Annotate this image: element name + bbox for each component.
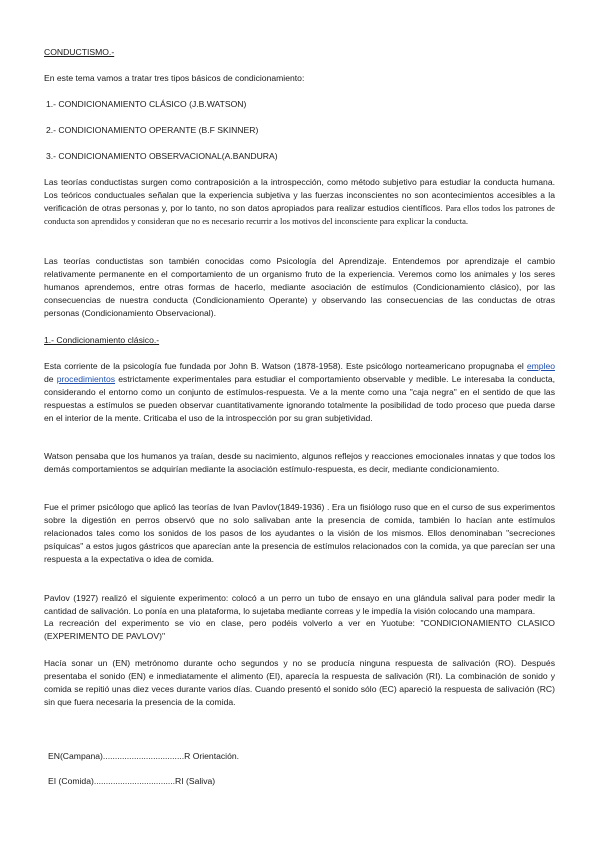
section-heading-classical: 1.- Condicionamiento clásico.- [44, 335, 160, 345]
link-empleo[interactable]: empleo [526, 361, 555, 371]
paragraph-watson-text-a: Esta corriente de la psicología fue fundada por John B. Watson (1878-1958). Este psicólogo norteamericano propugnaba el [44, 361, 524, 371]
paragraph-behaviorist-theories-text: Las teorías conductistas surgen como contraposición a la introspección, como método subjetivo para estudiar la conducta humana. Los teóricos conductuales señalan que la experiencia subjetiva y las fuerzas inconscientes no son acontecimientos accesibles a la verificación de otras personas y, por lo tanto, no son datos apropiados para realizar estudios científicos. [44, 177, 555, 213]
paragraph-watson-text-b: de [44, 374, 54, 384]
stimulus-line-2: EI (Comida)..................................RI (Saliva) [48, 776, 216, 786]
paragraph-behaviorist-theories [44, 176, 555, 228]
paragraph-metronome: Hacía sonar un (EN) metrónomo durante ocho segundos y no se producía ninguna respuesta de salivación (RO). Después presentaba el sonido (EN) e inmediatamente el alimento (EI), aparecía la respuesta de salivación (RI). La combinación de sonido y comida se repitió unas diez veces durante varios días. Cuando presentó el sonido sólo (EC) apareció la respuesta de salivación (RC) sin que fuera necesaria la presencia de la comida. [44, 658, 555, 707]
paragraph-behaviorist-theories-serif: Para ellos todos los patrones de conducta son aprendidos y consideran que no es necesario recurrir a los motivos del inconsciente para explicar la conducta. [44, 203, 555, 226]
paragraph-pavlov-theories: Fue el primer psicólogo que aplicó las teorías de Ivan Pavlov(1849-1936) . Era un fisiólogo ruso que en el curso de sus experimentos sobre la digestión en perros observó que no solo salivaban ante la presencia de comida, también lo hacían ante estímulos relacionados tales como los sonidos de los pasos de los ayudantes o la visión de los mismos. Ellos denominaban "secreciones psíquicas" a estos jugos gástricos que aparecían ante la presencia de estímulos relacionados con la comida, ya que parecían ser una respuesta a la expectativa o idea de comida. [44, 502, 555, 564]
paragraph-innate-reflexes: Watson pensaba que los humanos ya traían, desde su nacimiento, algunos reflejos y reacciones emocionales innatas y que todos los demás comportamientos se adquirían mediante la asociación estímulo-respuesta, es decir, mediante condicionamiento. [44, 451, 555, 474]
type-item-2: 2.- CONDICIONAMIENTO OPERANTE (B.F SKINNER) [46, 125, 259, 135]
paragraph-youtube-reference: La recreación del experimento se vio en clase, pero podéis volverlo a ver en Yuotube: "CONDICIONAMIENTO CLASICO (EXPERIMENTO DE PAVLOV)" [44, 618, 555, 641]
paragraph-learning-psychology: Las teorías conductistas son también conocidas como Psicología del Aprendizaje. Entendemos por aprendizaje el cambio relativamente permanente en el comportamiento de un organismo fruto de la experiencia. Veremos como los animales y los seres humanos aprendemos, entre otras formas de hacerlo, mediante asociación de estímulos (Condicionamiento clásico), por las consecuencias de nuestra conducta (Condicionamiento Operante) y observando las consecuencias de las conductas de otras personas (Condicionamiento Observacional). [44, 256, 555, 318]
stimulus-line-1: EN(Campana)..................................R Orientación. [48, 751, 240, 761]
intro-paragraph: En este tema vamos a tratar tres tipos básicos de condicionamiento: [44, 73, 305, 83]
type-item-3: 3.- CONDICIONAMIENTO OBSERVACIONAL(A.BANDURA) [46, 151, 278, 161]
type-item-1: 1.- CONDICIONAMIENTO CLÁSICO (J.B.WATSON) [46, 99, 247, 109]
paragraph-pavlov-experiment: Pavlov (1927) realizó el siguiente experimento: colocó a un perro un tubo de ensayo en una glándula salival para poder medir la cantidad de salivación. Lo ponía en una plataforma, lo sujetaba mediante correas y le impedía la visión colocando una mampara. [44, 593, 555, 616]
paragraph-watson-text-c: estrictamente experimentales para estudiar el comportamiento observable y medible. Le interesaba la conducta, considerando el entorno como un conjunto de estímulos-respuesta. Ve a la mente como una "caja negra" en el sentido de que las respuestas a estímulos se pueden observar cuantitativamente ignorando totalmente la posibilidad de todo proceso que pueda darse en el interior de la mente. Criticaba el uso de la introspección por su gran subjetividad. [44, 374, 556, 423]
paragraph-watson [44, 360, 555, 425]
document-title: CONDUCTISMO.- [44, 47, 115, 57]
link-procedimientos[interactable]: procedimientos [56, 374, 116, 384]
